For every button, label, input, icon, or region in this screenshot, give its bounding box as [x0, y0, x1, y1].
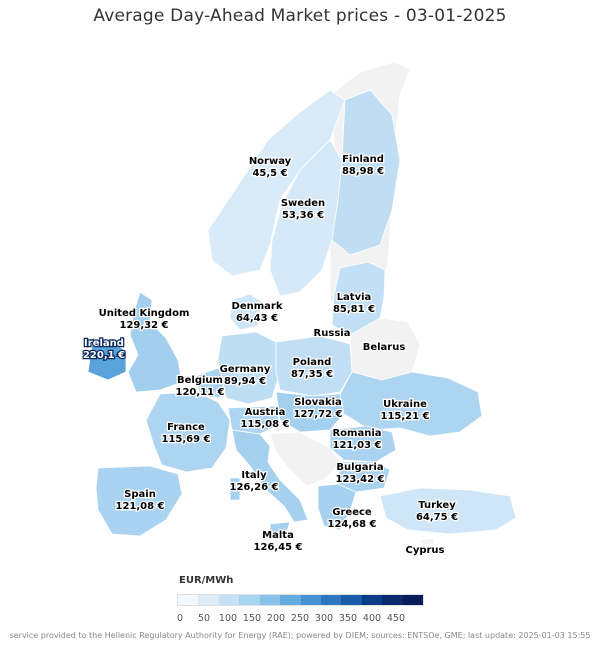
legend-color-swatch: [403, 595, 423, 605]
country-price-label: 115,69 €: [161, 434, 211, 445]
legend-color-swatch: [198, 595, 218, 605]
country-shapes: [88, 62, 516, 545]
country-name-label: Ireland: [84, 338, 124, 349]
country-name-label: Slovakia: [294, 397, 342, 408]
country-name-label: France: [167, 422, 205, 433]
country-price-label: 123,42 €: [335, 474, 385, 485]
country-price-label: 85,81 €: [332, 304, 376, 315]
country-price-label: 64,75 €: [415, 512, 459, 523]
legend-color-swatch: [260, 595, 280, 605]
country-name-label: Austria: [244, 407, 286, 418]
country-name-label: Bulgaria: [336, 462, 384, 473]
country-name-label: Italy: [241, 470, 267, 481]
country-price-label: 220,1 €: [82, 350, 126, 361]
country-price-label: 121,03 €: [332, 440, 382, 451]
legend-tick-label: 50: [197, 613, 211, 624]
country-name-label: Denmark: [231, 301, 283, 312]
region-name-label: Russia: [313, 328, 351, 339]
legend-tick-label: 250: [290, 613, 310, 624]
country-name-label: United Kingdom: [98, 308, 190, 319]
region-name-label: Belarus: [362, 342, 406, 353]
country-price-label: 121,08 €: [115, 501, 165, 512]
country-name-label: Latvia: [336, 292, 372, 303]
legend-tick-label: 300: [314, 613, 334, 624]
legend-tick-label: 200: [266, 613, 286, 624]
country-name-label: Belgium: [177, 375, 223, 386]
country-name-label: Sweden: [280, 198, 326, 209]
legend-tick-label: 0: [176, 613, 184, 624]
country-name-label: Greece: [332, 507, 372, 518]
legend-color-swatch: [301, 595, 321, 605]
legend-color-swatch: [178, 595, 198, 605]
country-uk[interactable]: [128, 292, 182, 392]
country-balkans[interactable]: [270, 432, 340, 486]
legend-tick-label: 150: [242, 613, 262, 624]
country-name-label: Spain: [124, 489, 156, 500]
country-price-label: 127,72 €: [293, 409, 343, 420]
legend-color-scale: [177, 594, 424, 606]
legend-tick-label: 400: [362, 613, 382, 624]
country-name-label: Romania: [332, 428, 382, 439]
country-price-label: 120,11 €: [175, 387, 225, 398]
legend-color-swatch: [219, 595, 239, 605]
country-name-label: Finland: [342, 154, 384, 165]
legend-color-swatch: [239, 595, 259, 605]
country-price-label: 87,35 €: [290, 369, 334, 380]
country-name-label: Germany: [219, 364, 271, 375]
legend-tick-label: 450: [386, 613, 406, 624]
country-name-label: Norway: [248, 156, 292, 167]
country-name-label: Ukraine: [383, 399, 427, 410]
legend-color-swatch: [280, 595, 300, 605]
legend-tick-label: 100: [218, 613, 238, 624]
country-name-label: Malta: [262, 530, 294, 541]
country-denmark[interactable]: [230, 294, 262, 330]
country-price-label: 115,21 €: [380, 411, 430, 422]
country-price-label: 124,68 €: [327, 519, 377, 530]
legend-color-swatch: [341, 595, 361, 605]
country-price-label: 129,32 €: [119, 320, 169, 331]
country-cyprus[interactable]: [420, 538, 434, 545]
country-price-label: 88,98 €: [341, 166, 385, 177]
legend-tick-label: 350: [338, 613, 358, 624]
legend-title: EUR/MWh: [179, 575, 234, 586]
country-price-label: 53,36 €: [281, 210, 325, 221]
legend-ticks: [177, 613, 424, 625]
country-price-label: 126,26 €: [229, 482, 279, 493]
legend-color-swatch: [321, 595, 341, 605]
region-name-label: Cyprus: [405, 545, 445, 556]
map-title: Average Day-Ahead Market prices - 03-01-2025: [93, 6, 507, 26]
country-name-label: Poland: [292, 357, 332, 368]
country-turkey[interactable]: [380, 488, 516, 534]
footer-credit: service provided to the Hellenic Regulatory Authority for Energy (RAE); powered by DIEM; sources: ENTSOe, GME; last update: 2025-01-03 15:55: [9, 631, 591, 640]
legend-color-swatch: [362, 595, 382, 605]
legend-color-swatch: [382, 595, 402, 605]
country-price-label: 64,43 €: [235, 313, 279, 324]
country-price-label: 89,94 €: [223, 376, 267, 387]
country-price-label: 115,08 €: [240, 419, 290, 430]
country-price-label: 126,45 €: [253, 542, 303, 553]
country-name-label: Turkey: [418, 500, 456, 511]
country-price-label: 45,5 €: [252, 168, 288, 179]
